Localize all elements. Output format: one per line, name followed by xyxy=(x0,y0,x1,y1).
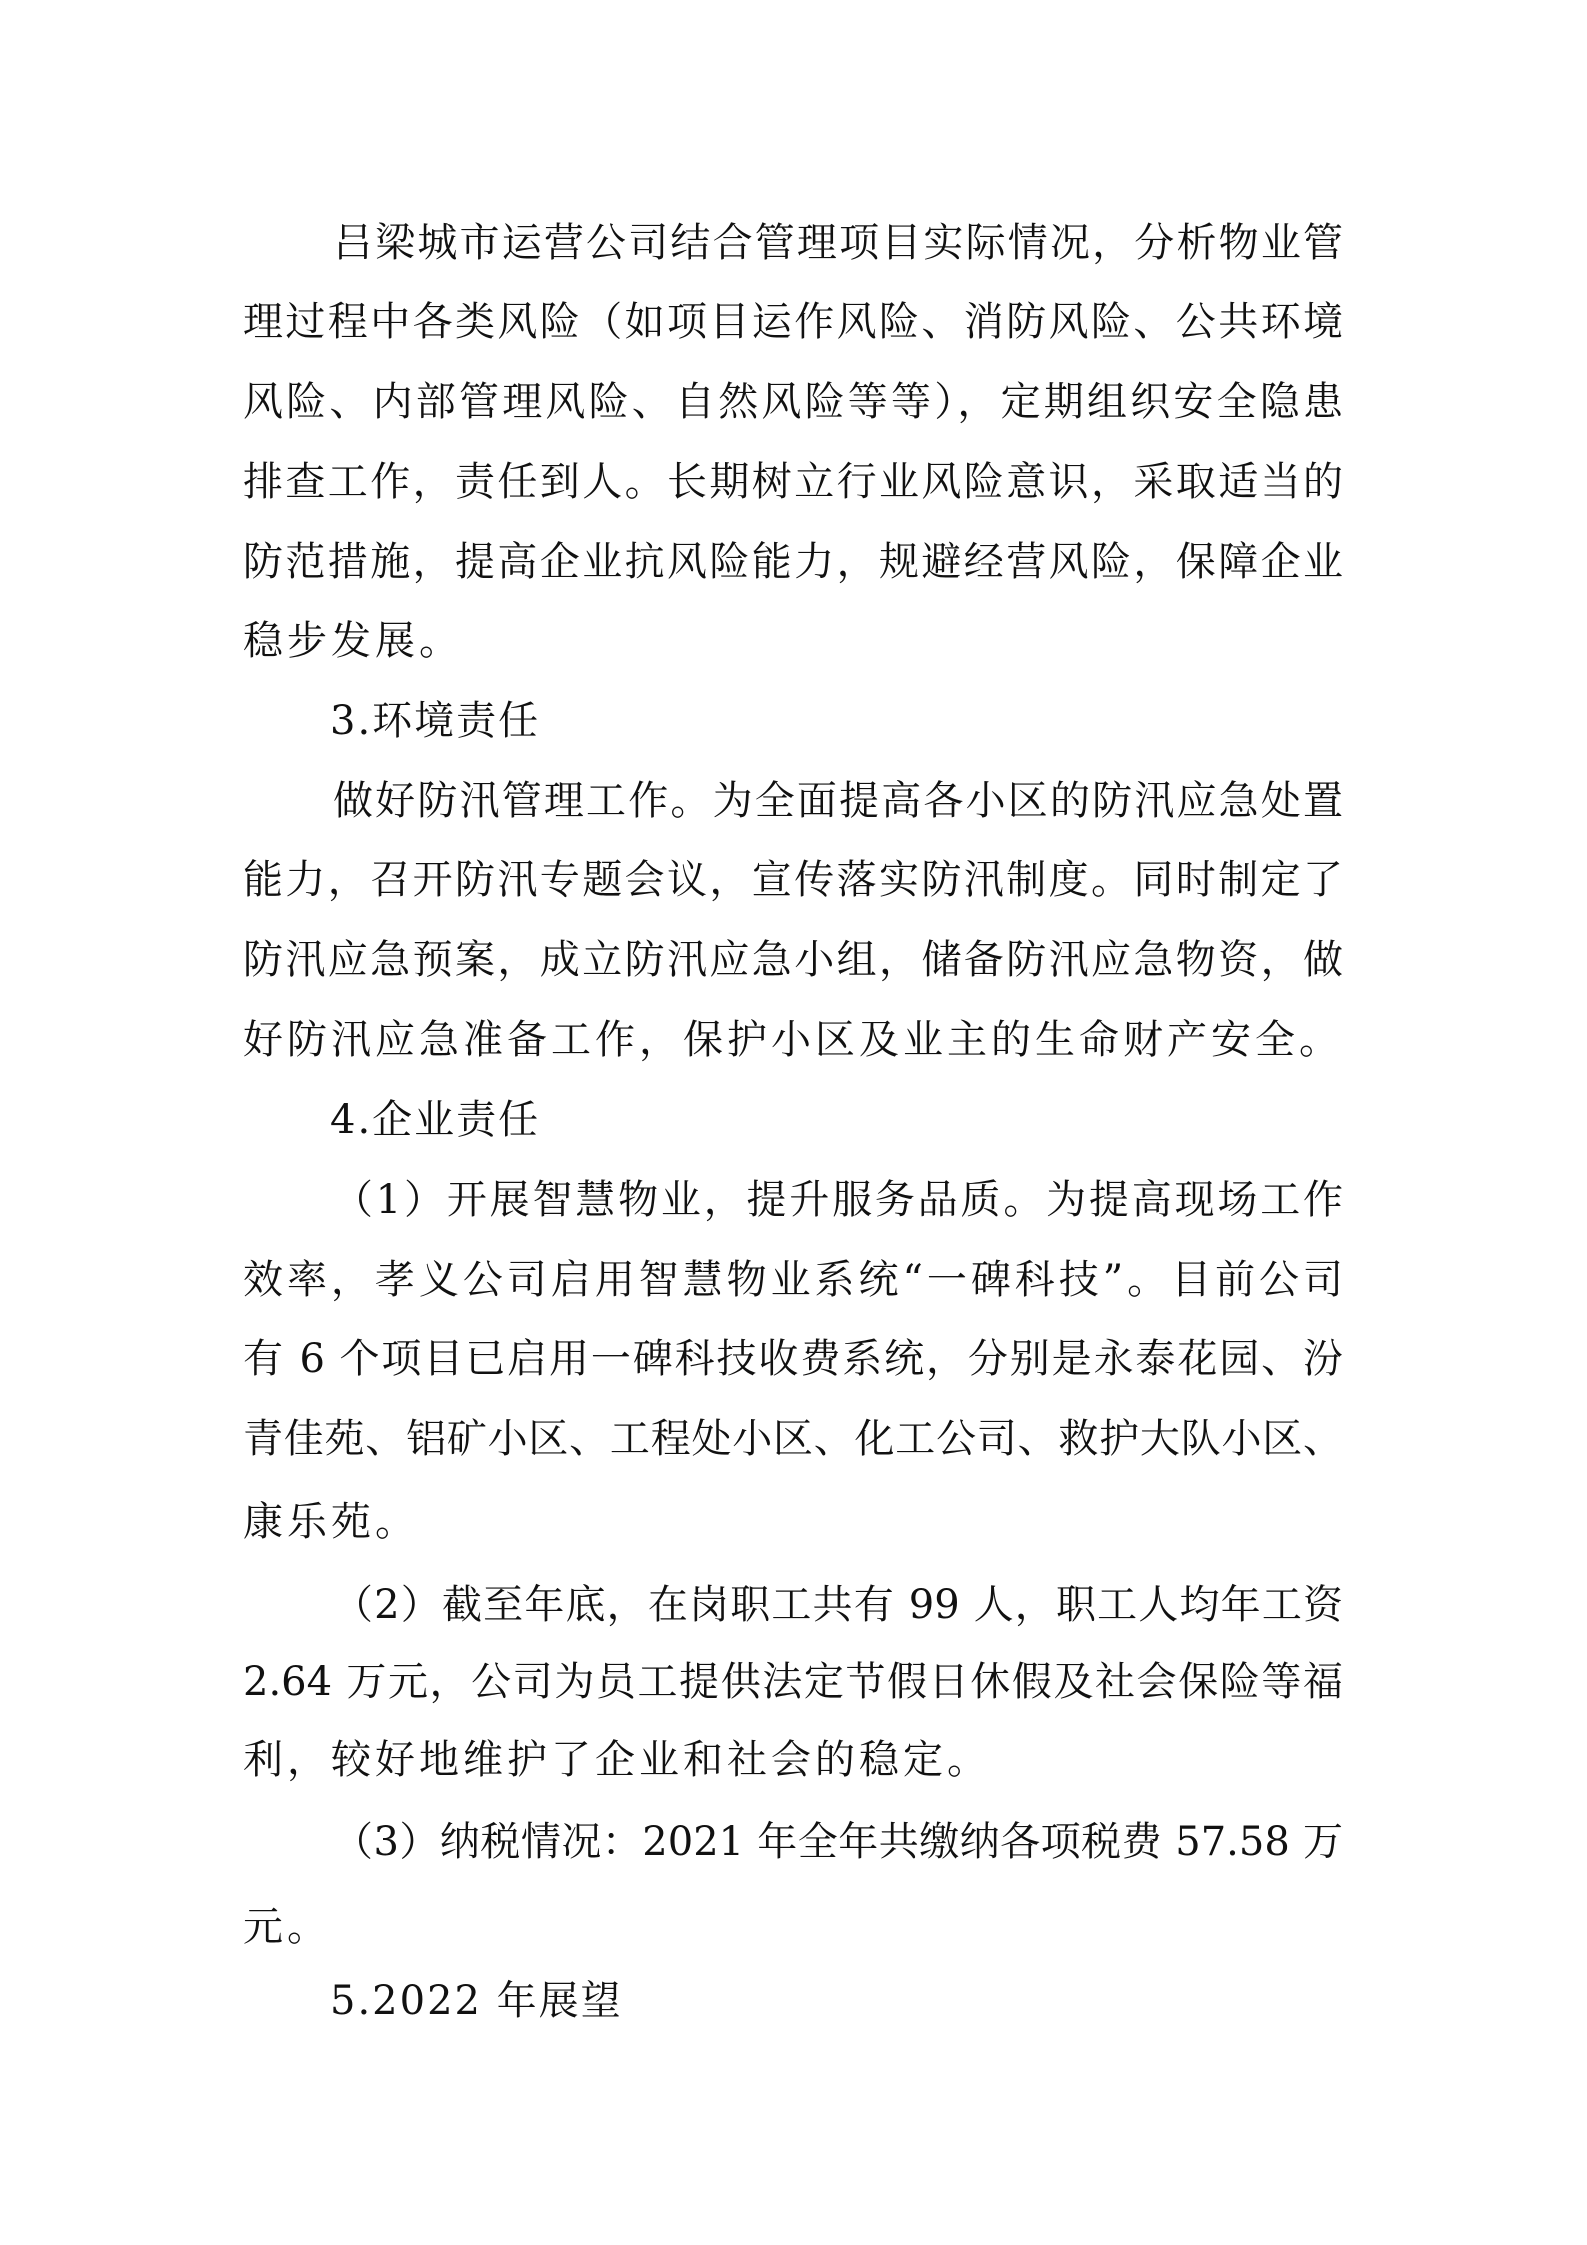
paragraph-flood-line-3: 防汛应急预案，成立防汛应急小组，储备防汛应急物资，做 xyxy=(243,937,1343,983)
paragraph-smart-property-line-3: 有 6 个项目已启用一碑科技收费系统，分别是永泰花园、汾 xyxy=(243,1336,1343,1382)
paragraph-taxes-line-1: （3）纳税情况：2021 年全年共缴纳各项税费 57.58 万 xyxy=(333,1819,1343,1865)
paragraph-taxes-line-2: 元。 xyxy=(243,1904,331,1950)
paragraph-risk-line-5: 防范措施，提高企业抗风险能力，规避经营风险，保障企业 xyxy=(243,539,1343,585)
paragraph-smart-property-line-2: 效率，孝义公司启用智慧物业系统“一碑科技”。目前公司 xyxy=(243,1257,1343,1303)
paragraph-employees-line-3: 利，较好地维护了企业和社会的稳定。 xyxy=(243,1737,991,1783)
paragraph-smart-property-line-4: 青佳苑、铝矿小区、工程处小区、化工公司、救护大队小区、 xyxy=(243,1416,1343,1462)
paragraph-flood-line-1: 做好防汛管理工作。为全面提高各小区的防汛应急处置 xyxy=(333,778,1343,824)
paragraph-smart-property-line-5: 康乐苑。 xyxy=(243,1499,419,1545)
heading-2022-outlook: 5.2022 年展望 xyxy=(330,1978,623,2024)
paragraph-risk-line-1: 吕梁城市运营公司结合管理项目实际情况，分析物业管 xyxy=(333,220,1343,266)
paragraph-flood-line-4: 好防汛应急准备工作，保护小区及业主的生命财产安全。 xyxy=(243,1017,1343,1063)
paragraph-employees-line-2: 2.64 万元，公司为员工提供法定节假日休假及社会保险等福 xyxy=(243,1659,1343,1705)
heading-corporate-responsibility: 4.企业责任 xyxy=(330,1097,541,1143)
paragraph-risk-line-3: 风险、内部管理风险、自然风险等等），定期组织安全隐患 xyxy=(243,379,1343,425)
paragraph-smart-property-line-1: （1）开展智慧物业，提升服务品质。为提高现场工作 xyxy=(333,1177,1343,1223)
paragraph-risk-line-6: 稳步发展。 xyxy=(243,618,463,664)
paragraph-risk-line-4: 排查工作，责任到人。长期树立行业风险意识，采取适当的 xyxy=(243,459,1343,505)
heading-environmental-responsibility: 3.环境责任 xyxy=(330,698,541,744)
paragraph-employees-line-1: （2）截至年底，在岗职工共有 99 人，职工人均年工资 xyxy=(333,1582,1343,1628)
paragraph-flood-line-2: 能力，召开防汛专题会议，宣传落实防汛制度。同时制定了 xyxy=(243,857,1343,903)
paragraph-risk-line-2: 理过程中各类风险（如项目运作风险、消防风险、公共环境 xyxy=(243,299,1343,345)
